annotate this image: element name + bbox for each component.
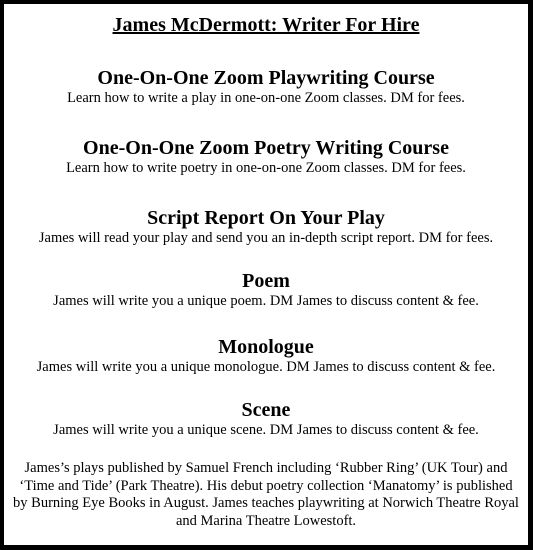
section-monologue [4, 335, 528, 376]
section-heading: Script Report On Your Play [147, 207, 385, 229]
author-bio: James’s plays published by Samuel French including ‘Rubber Ring’ (UK Tour) and ‘Time and Tide’ (Park Theatre). His debut poetry collection ‘Manatomy’ is published by Burning Eye Books in August. James teaches playwriting at Norwich Theatre Royal and Marina Theatre Lowestoft. [13, 460, 519, 529]
section-scene [4, 398, 528, 439]
section-description: James will write you a unique monologue. DM James to discuss content & fee. [36, 359, 496, 375]
section-script-report [4, 206, 528, 247]
section-poem [4, 269, 528, 310]
section-description: James will write you a unique scene. DM James to discuss content & fee. [53, 422, 479, 438]
section-description: James will read your play and send you an in-depth script report. DM for fees. [38, 230, 494, 246]
section-description: Learn how to write a play in one-on-one Zoom classes. DM for fees. [67, 90, 465, 106]
page-title: James McDermott: Writer For Hire [112, 14, 420, 36]
section-heading: Poem [242, 270, 290, 292]
section-description: Learn how to write poetry in one-on-one Zoom classes. DM for fees. [66, 160, 466, 176]
section-poetry-course [4, 136, 528, 177]
section-heading: Monologue [218, 336, 314, 358]
section-heading: Scene [241, 399, 291, 421]
section-heading: One-On-One Zoom Playwriting Course [97, 67, 435, 89]
section-description: James will write you a unique poem. DM James to discuss content & fee. [53, 293, 479, 309]
section-playwriting-course [4, 66, 528, 107]
section-heading: One-On-One Zoom Poetry Writing Course [83, 137, 449, 159]
